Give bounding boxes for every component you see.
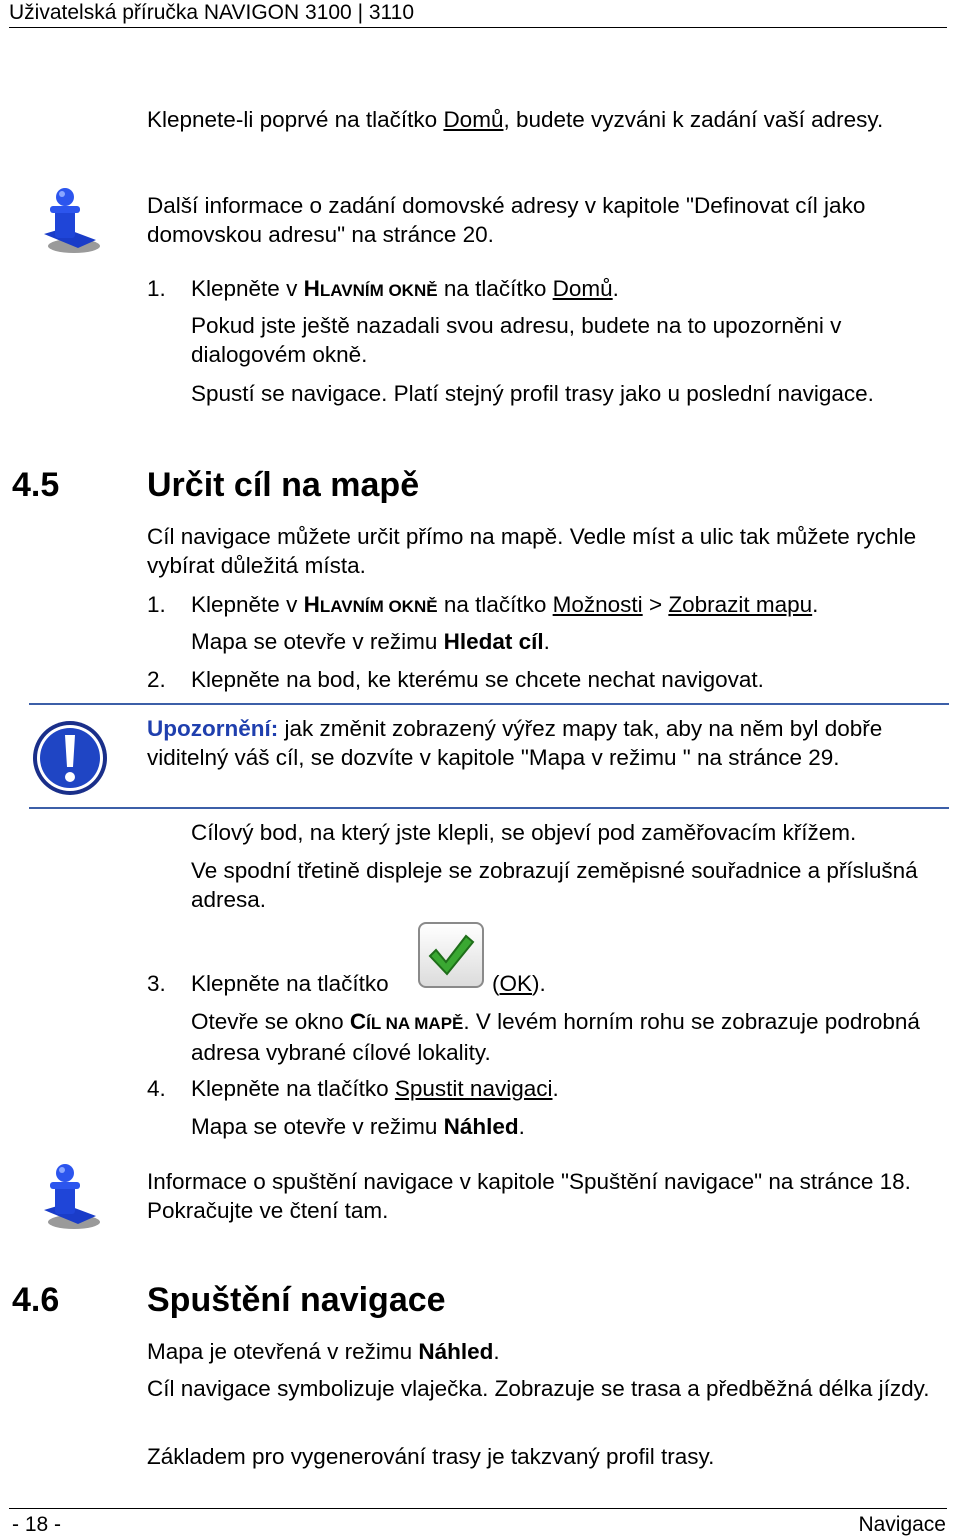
- info-note-start-navigation: Informace o spuštění navigace v kapitole "Spuštění navigace" na stránce 18. Pokračujte ve čtení tam.: [147, 1169, 911, 1223]
- exclamation-icon: [31, 719, 109, 797]
- info-note-home-address: Další informace o zadání domovské adresy v kapitole "Definovat cíl jako domovskou adresu" na stránce 20.: [147, 193, 866, 247]
- result-text: Mapa se otevře v režimu Náhled.: [191, 1114, 525, 1139]
- info-figure-icon: [38, 1162, 102, 1232]
- ok-link[interactable]: OK: [499, 971, 533, 996]
- warning-note: Upozornění: jak změnit zobrazený výřez mapy tak, aby na něm byl dobře viditelný váš cíl, se dozvíte v kapitole "Mapa v režimu " na stránce 29.: [147, 716, 883, 770]
- result-text: Pokud jste ještě nazadali svou adresu, budete na to upozorněni v dialogovém okně.: [191, 313, 842, 367]
- checkmark-icon: [420, 924, 482, 986]
- step-1-text: Klepněte v HLAVNÍM OKNĚ na tlačítko Možnosti > Zobrazit mapu.: [191, 592, 819, 617]
- step-2-text: Klepněte na bod, ke kterému se chcete nechat navigovat.: [191, 667, 764, 692]
- step-number: 1.: [147, 592, 166, 617]
- domu-button-link[interactable]: Domů: [552, 276, 613, 301]
- section-heading-4-6: 4.6 Spuštění navigace: [12, 1281, 446, 1319]
- step-1-text: Klepněte v HLAVNÍM OKNĚ na tlačítko Domů.: [191, 276, 619, 301]
- step-number: 4.: [147, 1076, 166, 1101]
- ok-button[interactable]: [418, 922, 484, 988]
- spustit-navigaci-link[interactable]: Spustit navigaci: [394, 1076, 553, 1101]
- step-number: 3.: [147, 971, 166, 996]
- zobrazit-mapu-link[interactable]: Zobrazit mapu: [668, 592, 813, 617]
- ok-label: (OK).: [492, 971, 546, 996]
- result-text: Spustí se navigace. Platí stejný profil trasy jako u poslední navigace.: [191, 381, 874, 406]
- warning-label: Upozornění:: [147, 716, 279, 741]
- footer-section: Navigace: [858, 1513, 946, 1536]
- step-number: 2.: [147, 667, 166, 692]
- step-3-text: Klepněte na tlačítko: [191, 971, 389, 996]
- page-header-title: Uživatelská příručka NAVIGON 3100 | 3110: [9, 1, 415, 24]
- section-4-6-paragraph: Základem pro vygenerování trasy je takzvaný profil trasy.: [147, 1444, 715, 1469]
- result-text: Cílový bod, na který jste klepli, se objeví pod zaměřovacím křížem.: [191, 820, 857, 845]
- section-4-5-intro: Cíl navigace můžete určit přímo na mapě. Vedle míst a ulic tak můžete rychle vybírat důležitá místa.: [147, 524, 917, 578]
- moznosti-link[interactable]: Možnosti: [552, 592, 643, 617]
- footer-divider: [9, 1508, 947, 1509]
- result-text: Otevře se okno CÍL NA MAPĚ. V levém horním rohu se zobrazuje podrobná adresa vybrané cílové lokality.: [191, 1009, 920, 1065]
- domu-link[interactable]: Domů: [443, 107, 504, 132]
- section-4-6-paragraph: Mapa je otevřená v režimu Náhled.: [147, 1339, 500, 1364]
- step-4-text: Klepněte na tlačítko Spustit navigaci.: [191, 1076, 559, 1101]
- step-number: 1.: [147, 276, 166, 301]
- info-figure-icon: [38, 186, 102, 256]
- page-number: - 18 -: [12, 1513, 62, 1536]
- intro-paragraph: Klepnete-li poprvé na tlačítko Domů, budete vyzváni k zadání vaší adresy.: [147, 107, 884, 132]
- warning-bottom-rule: [29, 807, 949, 809]
- result-text: Ve spodní třetině displeje se zobrazují zeměpisné souřadnice a příslušná adresa.: [191, 858, 918, 912]
- section-heading-4-5: 4.5 Určit cíl na mapě: [12, 466, 420, 504]
- section-4-6-paragraph: Cíl navigace symbolizuje vlaječka. Zobrazuje se trasa a předběžná délka jízdy.: [147, 1376, 930, 1401]
- result-text: Mapa se otevře v režimu Hledat cíl.: [191, 629, 550, 654]
- header-divider: [9, 27, 947, 28]
- warning-top-rule: [29, 703, 949, 705]
